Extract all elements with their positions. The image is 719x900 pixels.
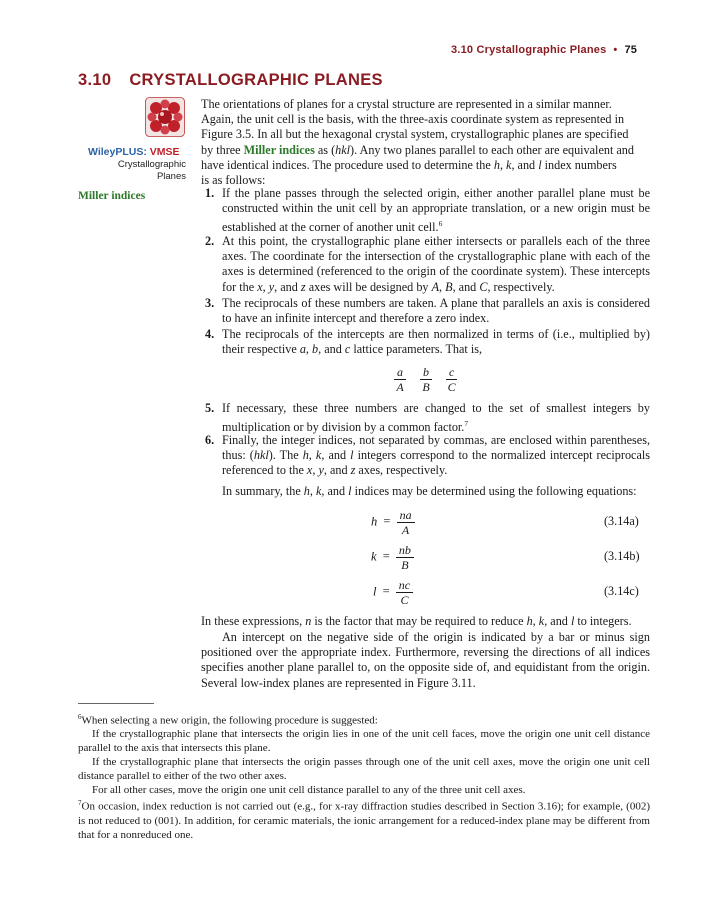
equation-lhs: k bbox=[371, 549, 377, 564]
ratio-fractions bbox=[394, 365, 457, 394]
step-number: 1. bbox=[205, 186, 215, 200]
crystal-structure-icon bbox=[145, 97, 185, 137]
footnote-6-case-b: If the crystallographic plane that intersects the origin passes through one of the unit cell axes, move the origin one unit cell distance parallel to either of the two other axes. bbox=[78, 756, 650, 782]
footnote-ref-6: 6 bbox=[438, 219, 443, 229]
footnote-divider bbox=[78, 703, 154, 704]
intro-line-5: have identical indices. The procedure used to determine the h, k, and l index numbers bbox=[201, 157, 617, 172]
closing-paragraph-2: An intercept on the negative side of the origin is indicated by a bar or minus sign positioned over the appropriate index. Furthermore, reversing the directions of all indices specifies another plane parallel to, on the opposite side of, and equidistant from the origin. Several low-index planes are represented in Figure 3.11. bbox=[201, 630, 650, 690]
footnotes bbox=[78, 711, 650, 842]
section-heading bbox=[78, 71, 383, 90]
equation-label-3-14a: (3.14a) bbox=[604, 514, 639, 528]
intro-line-1: The orientations of planes for a crystal structure are represented in a similar manner. bbox=[201, 97, 612, 111]
equation-lhs: h bbox=[371, 514, 378, 529]
equation-3-14a: h = $\frac{na}{A}$ bbox=[371, 508, 415, 537]
intro-line-3: Figure 3.5. In all but the hexagonal crystal system, crystallographic planes are specified bbox=[201, 127, 629, 142]
footnote-ref-7: 7 bbox=[464, 419, 469, 429]
section-number: 3.10 bbox=[78, 71, 112, 89]
footnote-6-case-c: For all other cases, move the origin one unit cell distance parallel to any of the three unit cell axes. bbox=[92, 783, 526, 796]
intro-line-2: Again, the unit cell is the basis, with the three-axis coordinate system as represented in bbox=[201, 112, 625, 127]
wileyplus-text: WileyPLUS: bbox=[88, 146, 147, 158]
ratio-b-over-B: $\frac{b}{B}$ bbox=[420, 365, 432, 394]
intro-line-6: is as follows: bbox=[201, 173, 266, 188]
step-6: 6. Finally, the integer indices, not separated by commas, are enclosed within parentheses, thus: (hkl). The h, k, and l integers correspond to the normalized intercept reciprocals referenced to the x, y, and z axes, respectively. bbox=[205, 433, 650, 478]
footnote-6-case-a: If the crystallographic plane that intersects the origin lies in one of the unit cell faces, move the origin one unit cell distance parallel to the axis that intersects this plane. bbox=[78, 728, 650, 755]
section-title: CRYSTALLOGRAPHIC PLANES bbox=[129, 71, 383, 89]
equation-label-3-14c: (3.14c) bbox=[604, 584, 639, 598]
vmse-crystal-icon[interactable] bbox=[145, 97, 185, 137]
footnote-6: $^6$When selecting a new origin, the following procedure is suggested: bbox=[78, 713, 378, 727]
intro-paragraph bbox=[201, 97, 650, 188]
term-miller-indices: Miller indices bbox=[243, 142, 315, 157]
equation-label-3-14b: (3.14b) bbox=[604, 549, 640, 563]
vmse-text: VMSE bbox=[149, 146, 180, 158]
equation-fraction: $\frac{na}{A}$ bbox=[397, 508, 415, 537]
equation-3-14b: k = $\frac{nb}{B}$ bbox=[371, 543, 414, 572]
page-number: 75 bbox=[624, 44, 638, 56]
step-1: 1. If the plane passes through the selected origin, either another parallel plane must be constructed within the unit cell by an appropriate translation, or a new origin must be established at the corner of another unit cell.$^6$ bbox=[205, 186, 650, 235]
footnote-7: $^7$On occasion, index reduction is not carried out (e.g., for x-ray diffraction studies described in Section 3.16); for example, (002) is not reduced to (001). In addition, for ceramic materials, the ionic arrangement for a reduced-index plane may be different from that for a nonreduced one. bbox=[78, 799, 650, 841]
ratio-c-over-C: $\frac{c}{C}$ bbox=[447, 365, 456, 394]
step-5: 5. If necessary, these three numbers are changed to the set of smallest integers by multiplication or by division by a common factor.$^7$ bbox=[205, 401, 650, 435]
header-section: 3.10 Crystallographic Planes bbox=[451, 44, 607, 56]
wileyplus-vmse-label[interactable] bbox=[88, 146, 180, 158]
equation-lhs: l bbox=[373, 584, 377, 599]
vmse-module-name bbox=[100, 159, 186, 183]
step-3: 3. The reciprocals of these numbers are taken. A plane that parallels an axis is considered to have an infinite intercept and therefore a zero index. bbox=[205, 296, 650, 326]
margin-term-miller-indices: Miller indices bbox=[78, 190, 146, 202]
step-number: 2. bbox=[205, 234, 215, 248]
module-line-1: Crystallographic bbox=[117, 159, 186, 170]
equation-3-14c: l = $\frac{nc}{C}$ bbox=[373, 578, 413, 607]
equation-fraction: $\frac{nc}{C}$ bbox=[396, 578, 413, 607]
module-line-2: Planes bbox=[156, 171, 186, 182]
summary-line: In summary, the h, k, and l indices may be determined using the following equations: bbox=[222, 484, 637, 498]
closing-paragraph-1: In these expressions, n is the factor that may be required to reduce h, k, and l to integers. bbox=[201, 614, 632, 628]
step-2: 2. At this point, the crystallographic plane either intersects or parallels each of the three axes. The coordinate for the intersection of the crystallographic plane with each of the axes is determined (referenced to the origin of the coordinate system). These intercepts for the x, y, and z axes will be designed by A, B, and C, respectively. bbox=[205, 234, 650, 294]
step-4: 4. The reciprocals of the intercepts are then normalized in terms of (i.e., multiplied by) their respective a, b, and c lattice parameters. That is, bbox=[205, 327, 650, 357]
step-number: 5. bbox=[205, 401, 215, 415]
ratio-a-over-A: $\frac{a}{A}$ bbox=[394, 365, 406, 394]
equation-fraction: $\frac{nb}{B}$ bbox=[396, 543, 414, 572]
step-number: 6. bbox=[205, 433, 215, 447]
intro-line-4: by three Miller indices as (hkl). Any two planes parallel to each other are equivalent and bbox=[201, 142, 634, 157]
step-number: 3. bbox=[205, 296, 215, 310]
running-header bbox=[451, 44, 637, 56]
step-number: 4. bbox=[205, 327, 215, 341]
header-separator: • bbox=[613, 44, 618, 56]
